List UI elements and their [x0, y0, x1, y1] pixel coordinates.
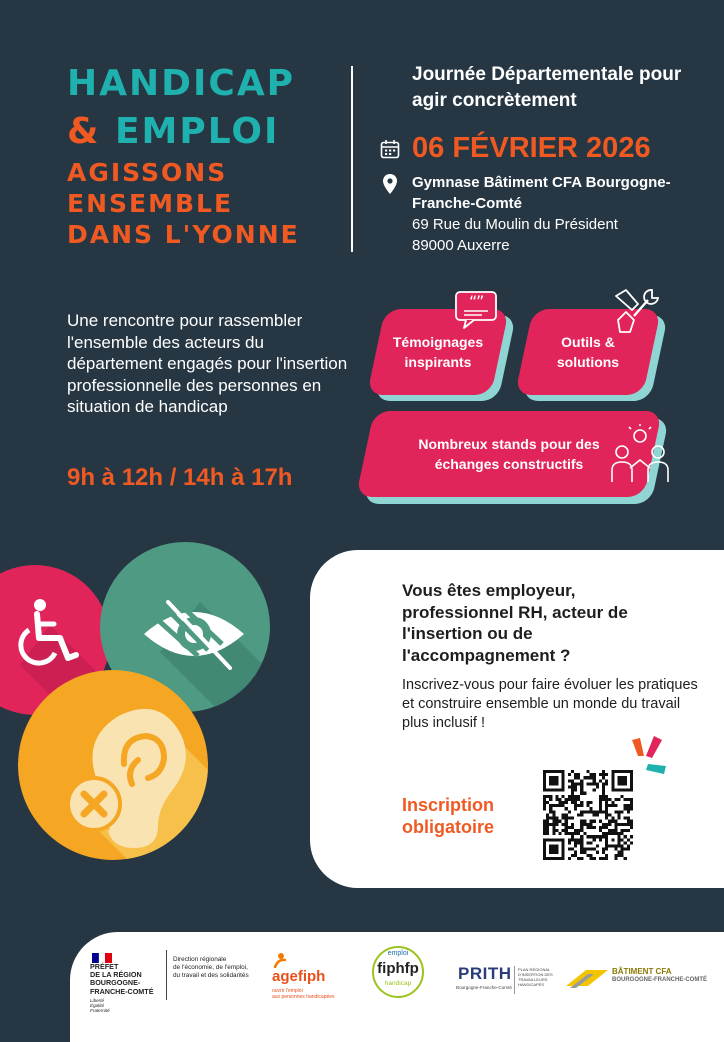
republic-motto [90, 998, 110, 1014]
wheelchair-icon [12, 598, 82, 670]
intro-text: Une rencontre pour rassembler l'ensemble des acteurs du département engagés pour l'insertion professionnelle des personnes en situation de handicap [67, 311, 348, 416]
audience-question: Vous êtes employeur, professionnel RH, acteur de l'insertion ou de l'accompagnement ? [402, 581, 628, 665]
fiphfp-top: emploi [387, 950, 409, 957]
dreets-line: du travail et des solidarités [173, 972, 249, 979]
batiment-cfa-roof-icon [566, 968, 608, 988]
svg-text:”: ” [476, 292, 485, 311]
motto-line: Fraternité [90, 1008, 110, 1014]
registration-required: Inscription obligatoire [402, 795, 495, 837]
title-agissons: AGISSONS [67, 158, 228, 187]
prefet-line: FRANCHE-COMTÉ [90, 986, 154, 996]
eye-slash-icon [138, 598, 250, 670]
title-handicap: HANDICAP [67, 63, 296, 104]
people-exchange-icon [610, 424, 670, 484]
prefet-line: PRÉFET [90, 962, 119, 971]
venue-name: Gymnase Bâtiment CFA Bourgogne-Franche-Comté [412, 174, 671, 212]
title-emploi-word: EMPLOI [114, 111, 280, 152]
prefet-line: DE LA RÉGION [90, 970, 142, 980]
prith-desc-line: D'INSERTION DES [518, 972, 553, 977]
prith-desc-line: TRAVAILLEURS [518, 977, 548, 982]
dreets-line: Direction régionale [173, 956, 227, 963]
motto-line: Égalité [90, 1003, 105, 1009]
tools-icon [612, 286, 664, 336]
fiphfp-logo: fiphfp [377, 960, 419, 977]
title-ampersand: & [67, 111, 101, 152]
card-testimonials-label: Témoignages inspirants [392, 334, 484, 370]
card-tools-label: Outils & solutions [556, 334, 620, 370]
venue-address [412, 214, 712, 256]
address-street: 69 Rue du Moulin du Président [412, 216, 618, 233]
location-pin-icon [383, 174, 397, 194]
opening-hours: 9h à 12h / 14h à 17h [67, 464, 293, 491]
audience-invite: Inscrivez-vous pour faire évoluer les pratiques et construire ensemble un monde du travail plus inclusif ! [402, 677, 698, 731]
speech-bubble-icon [454, 290, 498, 330]
prefet-logo-text [90, 963, 153, 996]
calendar-icon [380, 139, 400, 159]
dreets-text [173, 956, 249, 980]
prefet-line: BOURGOGNE- [90, 978, 141, 988]
title-dans-yonne: DANS L'YONNE [67, 220, 300, 249]
agefiph-tagline [272, 988, 335, 1000]
prith-divider [514, 966, 515, 994]
agefiph-tagline-line: aux personnes handicapées [272, 994, 335, 1000]
agefiph-tagline-line: ouvrir l'emploi [272, 988, 303, 994]
prith-logo: PRITH [458, 964, 512, 983]
event-date: 06 FÉVRIER 2026 [412, 132, 651, 164]
footer-divider [166, 950, 167, 1000]
burst-icon [628, 734, 668, 780]
vertical-divider [351, 66, 353, 252]
prith-desc-line: PLAN RÉGIONAL [518, 967, 551, 972]
motto-line: Liberté [90, 998, 105, 1003]
batiment-cfa-logo: BÂTIMENT CFA [612, 967, 672, 976]
dreets-line: de l'économie, de l'emploi, [173, 964, 248, 971]
batiment-cfa-region: BOURGOGNE-FRANCHE-COMTÉ [612, 977, 707, 983]
svg-text:“: “ [469, 292, 478, 311]
address-city: 89000 Auxerre [412, 237, 510, 254]
card-stands-label: Nombreux stands pour des échanges constructifs [418, 436, 600, 472]
prith-description [518, 967, 553, 987]
fiphfp-bottom: handicap [384, 980, 412, 987]
prith-region: Bourgogne-Franche-Comté [456, 985, 512, 990]
event-heading: Journée Départementale pour agir concrètement [412, 64, 682, 111]
marianne-icon [92, 950, 112, 960]
agefiph-logo: agefiph [272, 968, 326, 985]
registration-qr-code[interactable] [543, 770, 633, 860]
title-emploi [67, 111, 280, 152]
prith-desc-line: HANDICAPÉS [518, 982, 545, 987]
agefiph-figure-icon [272, 952, 288, 968]
title-ensemble: ENSEMBLE [67, 189, 234, 218]
ear-icon [64, 700, 194, 850]
